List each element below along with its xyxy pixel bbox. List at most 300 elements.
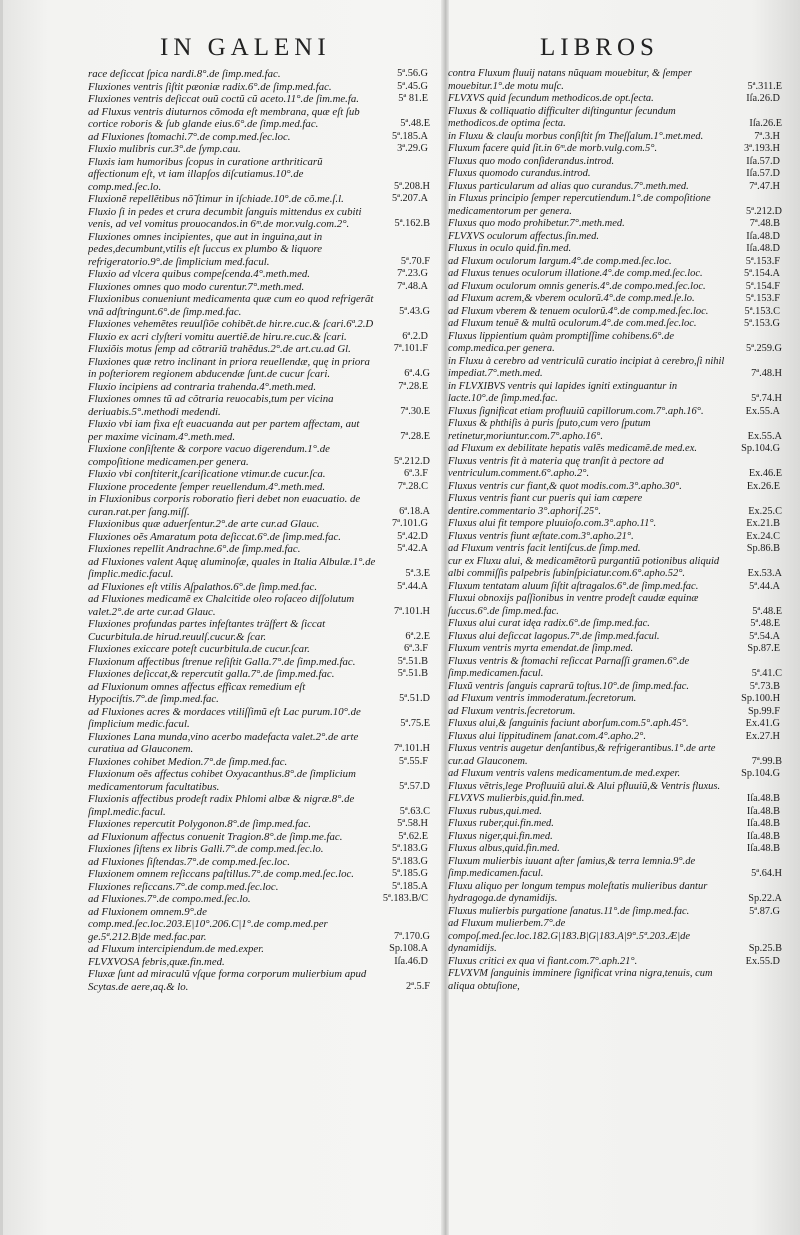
index-entry-text: in Fluxu à cerebro ad ventriculũ curatio incipiat à cerebro,ſi nihil impediat.7°.meth.med. xyxy=(448,355,725,379)
index-entry-text: Fluxum mulierbis iuuant aſter ſamius,& terra lemnia.9°.de ſimp.medicamen.facul. xyxy=(448,855,696,879)
index-entry-reference: Ex.53.A xyxy=(747,568,782,579)
index-entry xyxy=(88,106,430,131)
index-entry-text: Fluxus alui curat idęa radix.6°.de ſimp.med.fac. xyxy=(448,618,650,629)
index-entry xyxy=(88,593,430,618)
index-entry xyxy=(88,418,430,443)
index-entry xyxy=(88,143,430,156)
index-entry-text: Fluxionum oẽs affectus cohibet Oxyacanthus.8°.de ſimplicium medicamentorum facultatibus. xyxy=(88,768,356,793)
index-entry-reference: 7ª.48.H xyxy=(751,368,782,379)
index-entry-text: ad Fluxiones medicamẽ ex Chalcitide oleo roſaceo diſſolutum valet.2°.de arte cur.ad Glauc. xyxy=(88,593,355,618)
index-entry xyxy=(448,406,782,419)
index-entry-text: Fluxio incipiens ad contraria trahenda.4°.meth.med. xyxy=(88,380,317,393)
index-entry xyxy=(88,481,430,494)
index-entry-reference: 5ª.70.F xyxy=(400,255,430,267)
index-entry-reference: Iſa.48.D xyxy=(746,243,780,254)
index-entry-reference: 5ª.3.E xyxy=(405,568,430,579)
index-entry xyxy=(448,518,782,531)
index-entry-text: Fluxæ ſunt ad miraculũ vſque forma corporum mulierbium apud Scytas.de aere,aq.& lo. xyxy=(88,968,367,993)
index-entry xyxy=(448,481,782,494)
index-entry-reference: Sp.104.G xyxy=(741,768,780,779)
running-header-right: LIBROS xyxy=(540,34,659,61)
index-entry xyxy=(88,843,430,856)
index-entry xyxy=(448,531,782,544)
index-entry-reference: 7ª.28.E xyxy=(398,380,428,392)
index-entry xyxy=(88,893,430,906)
index-entry-reference: 5ª.154.A xyxy=(743,268,780,279)
index-entry xyxy=(88,856,430,869)
index-entry-reference: 7ª.99.B xyxy=(751,755,782,767)
index-entry-text: in FLVXIBVS ventris qui lapides igniti extinguantur in lacte.10°.de ſimp.med.fac. xyxy=(448,380,678,404)
index-entry xyxy=(448,331,782,356)
index-entry-text: Fluxionem omnem reſiccans paſtillus.7°.de comp.med.ſec.loc. xyxy=(88,868,354,880)
index-entry xyxy=(88,731,430,756)
index-entry-text: Fluxiones repellit Andrachne.6°.de ſimp.med.fac. xyxy=(88,543,301,555)
index-entry-text: Fluxum facere quid ſit.in 6ᵐ.de morb.vulg.com.5°. xyxy=(448,143,658,154)
index-entry-text: Fluxus ventris fiant cur pueris qui iam cœpere dentire.commentario 3°.aphoriſ.25°. xyxy=(448,493,643,517)
index-entry-text: Fluxus ſignificat etiam profluuiũ capillorum.com.7°.aph.16°. xyxy=(448,405,704,417)
index-entry-text: Fluxu aliquo per longum tempus moleſtatis mulieribus dantur hydragoga.de dynamidijs. xyxy=(448,880,708,904)
index-entry xyxy=(448,918,782,956)
index-entry-text: Fluxiones reſiccans.7°.de comp.med.ſec.loc. xyxy=(88,880,279,893)
index-entry-text: Fluxus mulierbis purgatione ſanatus.11°.de ſimp.med.fac. xyxy=(448,905,690,917)
index-entry-text: ad Fluxum vberem & tenuem oculorũ.4°.de comp.med.ſec.loc. xyxy=(448,305,709,317)
index-entry-text: Fluxiones cohibet Medion.7°.de ſimp.med.fac. xyxy=(88,755,288,768)
index-column-right xyxy=(448,68,782,993)
index-entry-reference: 6ª.3.F xyxy=(403,643,428,654)
index-entry-reference: 5ª.153.G xyxy=(743,318,780,329)
index-entry-reference: 5ª.56.G xyxy=(397,68,428,79)
index-entry-reference: 5ª.63.C xyxy=(399,805,430,817)
index-entry-text: ad Fluxiones ſiſtendas.7°.de comp.med.ſec.loc. xyxy=(88,855,290,868)
index-entry-text: Fluxus ventris fiunt æſtate.com.3°.apho.21°. xyxy=(448,530,634,542)
index-entry-reference: Iſa.48.D xyxy=(746,230,780,242)
index-entry-text: Fluxiõis motus ſemp ad cõtrariũ trahẽdus.2°.de art.cu.ad Gl. xyxy=(88,343,351,355)
index-entry-text: Fluxiones quæ retro inclinant in priora reuellendæ, quę in priora in poſteriorem regionem abducendæ ſunt.de cucur ſcari. xyxy=(88,355,370,380)
index-entry-reference: 5ª.64.H xyxy=(751,868,782,879)
index-entry-reference: 5ª.55.F xyxy=(398,755,428,767)
index-entry xyxy=(88,556,430,581)
index-entry xyxy=(88,193,430,206)
index-entry xyxy=(88,81,430,94)
index-entry-text: Fluxionẽ repellẽtibus nõ̃ ſtimur in iſchiade.10°.de cõ.me.ſ.l. xyxy=(88,193,344,205)
index-entry-reference: 5ª.74.H xyxy=(751,393,782,404)
index-entry-reference: 7ª.23.G xyxy=(397,268,428,279)
index-entry xyxy=(88,656,430,669)
index-entry-reference: Ex.41.G xyxy=(745,718,780,729)
index-entry-reference xyxy=(424,318,428,331)
index-entry-reference: 5ª.51.B xyxy=(397,668,428,679)
index-entry xyxy=(448,231,782,244)
index-entry-text: Fluxus alui deſiccat lagopus.7°.de ſimp.med.facul. xyxy=(448,630,660,642)
index-entry-reference: Iſa.48.B xyxy=(746,805,780,817)
index-entry-reference: Ex.21.B xyxy=(746,518,780,529)
index-entry xyxy=(88,881,430,894)
index-entry-reference: Ex.25.C xyxy=(748,505,782,517)
index-entry-text: Fluxiones exiccare poteſt cucurbitula.de cucur.ſcar. xyxy=(88,643,310,655)
index-entry-reference: Ex.24.C xyxy=(746,530,780,542)
index-entry-reference: 5ª.51.D xyxy=(399,693,430,704)
index-entry-reference: 5ª.208.H xyxy=(393,180,430,192)
index-entry xyxy=(448,193,782,218)
index-entry xyxy=(88,281,430,294)
index-entry-reference: 7ª.101.F xyxy=(393,343,428,354)
index-entry-text: Fluxiones omnes incipientes, que aut in inguina,aut in pedes,decumbunt,vtilis eſt ſuccus ex plumbo & liquore refrigeratorio.9°.de ſimplicium med.facul. xyxy=(88,230,323,268)
index-entry-reference: Sp.104.G xyxy=(741,443,780,454)
index-entry-text: ad Fluxum oculorum largum.4°.de comp.med.ſec.loc. xyxy=(448,255,672,267)
index-entry-text: Fluxiones oẽs Amaratum pota deſiccat.6°.de ſimp.med.fac. xyxy=(88,530,341,543)
index-entry xyxy=(88,231,430,269)
index-entry-text: Fluxus & phthiſis à puris ſputo,cum vero ſputum retinetur,moriuntur.com.7°.apho.16°. xyxy=(448,418,651,442)
index-entry xyxy=(448,418,782,443)
index-entry xyxy=(448,968,782,993)
index-entry-reference: 5ª.162.B xyxy=(394,218,430,229)
index-entry-text: in Fluxus principio ſemper repercutiendum.1°.de compoſitione medicamentorum per genera. xyxy=(448,193,711,217)
index-entry-text: Fluxis iam humoribus ſcopus in curatione arthriticarũ affectionum eſt, vt iam illapſos diſcutiamus.10°.de comp.med.ſec.lo. xyxy=(88,155,323,193)
index-entry xyxy=(88,443,430,468)
index-entry-reference: 6ª.2.D xyxy=(402,330,428,342)
index-entry-text: Fluxus vẽtris,lege Profluuiũ alui.& Alui pfluuiũ,& Ventris fluxus. xyxy=(448,780,721,792)
index-entry-reference: 5ª.48.E xyxy=(752,605,782,617)
index-entry-reference: Ex.55.D xyxy=(745,955,780,967)
index-entry-reference: Iſa.48.B xyxy=(746,843,780,854)
index-entry xyxy=(448,381,782,406)
index-entry-text: Fluxus & colliquatio difficulter diſtinguntur ſecundum methodicos.de optima ſecta. xyxy=(448,105,676,129)
index-entry-reference: Sp.22.A xyxy=(748,893,782,904)
index-entry-text: Fluxus ventris & ſtomachi reſiccat Parnaſſi gramen.6°.de ſimp.medicamen.facul. xyxy=(448,655,690,679)
index-entry-reference: 3ª.193.H xyxy=(743,143,780,154)
index-entry-text: Fluxus ventris augetur denſantibus,& refrigerantibus.1°.de arte cur.ad Glauconem. xyxy=(448,743,716,767)
index-entry xyxy=(88,131,430,144)
index-entry-reference: 7ª.101.G xyxy=(391,518,428,529)
index-entry xyxy=(88,518,430,531)
index-entry-text: Fluxus alui lippitudinem ſanat.com.4°.apho.2°. xyxy=(448,730,646,742)
index-entry xyxy=(448,543,782,556)
index-entry-text: Fluxus lippientium quàm promptiſſime cohibens.6°.de comp.medica.per genera. xyxy=(448,330,675,354)
index-entry-text: Fluxione procedente ſemper reuellendum.4°.meth.med. xyxy=(88,480,326,493)
index-entry-reference: 6ª.4.G xyxy=(404,368,430,379)
index-entry-text: Fluxus critici ex qua vi fiant.com.7°.aph.21°. xyxy=(448,955,638,967)
index-entry-reference: 5ª.311.E xyxy=(747,80,782,92)
index-entry-reference: 5ª.62.E xyxy=(398,830,428,842)
index-entry-text: ad Fluxum ventris.ſecretorum. xyxy=(448,705,576,717)
index-entry xyxy=(88,706,430,731)
index-entry-text: in Fluxu & clauſu morbus conſiſtit ſm Theſſalum.1°.met.med. xyxy=(448,130,704,142)
index-entry-reference: 7ª.48.A xyxy=(397,280,428,292)
index-entry-text: ad Fluxionum affectus conuenit Tragion.8°.de ſimp.me.fac. xyxy=(88,830,343,843)
index-entry-reference: 5ª.154.F xyxy=(745,280,780,292)
index-entry-reference: Iſa.48.B xyxy=(746,830,780,842)
index-entry xyxy=(448,456,782,481)
index-entry xyxy=(88,668,430,681)
index-entry-text: ad Fluxum acrem,& vberem oculorũ.4°.de comp.med.ſe.lo. xyxy=(448,293,695,304)
index-entry xyxy=(448,356,782,381)
index-entry-reference: Ex.27.H xyxy=(745,730,780,742)
index-entry xyxy=(88,681,430,706)
index-entry-reference: 5ª.44.A xyxy=(397,580,428,592)
index-entry-reference: 5ª.183.G xyxy=(391,843,428,854)
index-entry xyxy=(448,268,782,281)
page-edge-left xyxy=(0,0,3,1235)
index-entry-reference: Sp.99.F xyxy=(747,705,780,717)
index-entry xyxy=(88,381,430,394)
index-entry-text: Fluxũ ventris ſanguis caprarũ toſtus.10°.de ſimp.med.fac. xyxy=(448,680,690,692)
index-entry xyxy=(88,831,430,844)
index-entry-text: Fluxionibus conueniunt medicamenta quæ cum eo quod refrigerãt vnã adſtringunt.6°.de ſimp.med.fac. xyxy=(88,293,374,318)
index-entry-text: Fluxiones vehemẽtes reuulſiõe cohibẽt.de hir.re.cuc.& ſcari.6ª.2.D xyxy=(88,318,374,330)
index-entry-reference: 7ª.28.E xyxy=(400,430,430,442)
index-entry-reference: Iſa.57.D xyxy=(746,155,780,167)
index-entry-text: Fluxio vbi conſtiterit,ſcariſicatione vtimur.de cucur.ſca. xyxy=(88,468,326,480)
index-entry xyxy=(88,293,430,318)
index-entry-reference: 5ª.44.A xyxy=(749,580,780,592)
index-entry xyxy=(448,818,782,831)
index-entry-reference: Iſa.48.B xyxy=(746,793,780,804)
index-entry-text: FLVXVS oculorum affectus.ſin.med. xyxy=(448,230,599,242)
index-entry xyxy=(448,593,782,618)
index-entry-reference: 5ª.41.C xyxy=(751,668,782,679)
index-entry xyxy=(448,256,782,269)
index-entry xyxy=(448,843,782,856)
index-entry-reference: 5ª.153.F xyxy=(745,293,780,304)
index-entry xyxy=(448,581,782,594)
index-entry-text: FLVXVOSA febris,quæ.fin.med. xyxy=(88,955,225,968)
index-entry-reference: Sp.87.E xyxy=(747,643,780,654)
index-entry-reference: Iſa.46.D xyxy=(394,955,428,967)
index-entry-reference: Sp.25.B xyxy=(748,943,782,954)
index-entry-reference: 5ª.58.H xyxy=(397,818,428,829)
index-entry-text: Fluxus ruber,qui.fin.med. xyxy=(448,818,554,829)
index-entry-text: Fluxionis affectibus prodeſt radix Phlomi albæ & nigræ.8°.de ſimpl.medic.facul. xyxy=(88,793,355,818)
index-entry xyxy=(448,793,782,806)
index-entry-text: Fluxus alui fit tempore pluuioſo.com.3°.apho.11°. xyxy=(448,518,657,529)
index-entry xyxy=(88,643,430,656)
index-entry-reference: 5ª.73.B xyxy=(749,680,780,692)
index-entry-text: Fluxus niger,qui.fin.med. xyxy=(448,830,553,842)
index-entry xyxy=(88,356,430,381)
index-entry-text: Fluxus in oculo quid.fin.med. xyxy=(448,243,572,254)
index-entry xyxy=(448,243,782,256)
index-entry-reference: 5ª.212.D xyxy=(745,205,782,217)
index-entry-text: Fluxione conſiſtente & corpore vacuo digerendum.1°.de compoſitione medicamen.per genera. xyxy=(88,443,330,468)
index-entry-reference: 5ª.57.D xyxy=(399,780,430,792)
index-entry xyxy=(448,131,782,144)
index-entry xyxy=(88,906,430,944)
index-entry xyxy=(88,868,430,881)
index-entry xyxy=(88,318,430,331)
index-entry-text: Fluxus particularum ad alias quo curandus.7°.meth.med. xyxy=(448,180,689,192)
index-entry xyxy=(88,793,430,818)
index-entry-text: ad Fluxum tenuẽ & multũ oculorum.4°.de com.med.ſec.loc. xyxy=(448,318,697,329)
index-entry xyxy=(88,156,430,194)
index-entry-text: Fluxus alui,& ſanguinis faciunt aborſum.com.5°.aph.45°. xyxy=(448,718,689,729)
index-entry xyxy=(448,156,782,169)
index-entry-text: ad Fluxum mulierbem.7°.de compoſ.med.ſec.loc.182.G|183.B|G|183.A|9°.5ª.203.Æ|de dynamidijs. xyxy=(448,918,690,954)
index-entry xyxy=(448,318,782,331)
running-header-left: IN GALENI xyxy=(160,34,331,61)
index-entry-text: Fluxiones repercutit Polygonon.8°.de ſimp.med.fac. xyxy=(88,818,312,830)
index-entry-reference: 5ª.48.E xyxy=(750,618,780,629)
index-entry xyxy=(448,956,782,969)
index-entry-text: FLVXVM ſanguinis imminere ſignificat vrina nigra,tenuis, cum aliqua obtuſione, xyxy=(448,968,713,992)
index-entry-text: Fluxus ventris fit à materia quę tranſit à pectore ad ventriculum.comment.6°.apho.2°. xyxy=(448,455,664,479)
index-entry xyxy=(448,643,782,656)
index-entry-reference: 7ª.101.H xyxy=(393,743,430,754)
index-entry xyxy=(448,731,782,744)
index-entry-text: Fluxus albus,quid.fin.med. xyxy=(448,843,560,854)
index-entry-text: Fluxum tentatam aluum ſiſtit aſtragalos.6°.de ſimp.med.fac. xyxy=(448,580,699,592)
index-entry-text: Fluxui obnoxijs paſſionibus in ventre prodeſt caudæ equinæ ſuccus.6°.de ſimp.med.fac. xyxy=(448,593,699,617)
index-entry xyxy=(88,468,430,481)
index-entry xyxy=(448,93,782,106)
index-entry-reference: 5ª.153.F xyxy=(745,255,780,267)
index-entry-reference: 5ª.259.G xyxy=(745,343,782,354)
index-column-left xyxy=(88,68,430,993)
index-entry xyxy=(448,556,782,581)
index-entry xyxy=(88,768,430,793)
index-entry xyxy=(88,393,430,418)
index-entry xyxy=(88,331,430,344)
index-entry-reference: 5ª.51.B xyxy=(397,655,428,667)
index-entry-reference: 5ª.45.G xyxy=(397,80,428,92)
index-entry-reference: 6ª.2.E xyxy=(405,630,430,642)
index-entry-reference: 5ª.75.E xyxy=(400,718,430,729)
index-entry-text: ad Fluxionem omnem.9°.de comp.med.ſec.loc.203.E|10°.206.C|1°.de comp.med.per ge.5ª.212.B|de med.fac.par. xyxy=(88,905,328,943)
index-entry-reference: 5ª.207.A xyxy=(391,193,428,204)
index-entry xyxy=(448,881,782,906)
index-entry xyxy=(448,718,782,731)
index-entry-text: ad Fluxionum omnes affectus efficax remedium eſt Hypociſtis.7°.de ſimp.med.fac. xyxy=(88,680,306,705)
index-entry xyxy=(448,68,782,93)
index-entry-text: ad Fluxum intercipiendum.de med.exper. xyxy=(88,943,264,955)
index-entry xyxy=(448,856,782,881)
index-entry-reference: Sp.86.B xyxy=(746,543,780,554)
index-entry-reference: 7ª.28.C xyxy=(397,480,428,492)
index-entry xyxy=(448,306,782,319)
index-entry xyxy=(448,906,782,919)
index-entry-reference: 7ª.47.H xyxy=(749,180,780,192)
index-entry-text: Fluxus quo modo conſiderandus.introd. xyxy=(448,155,615,167)
index-entry xyxy=(448,693,782,706)
index-entry-reference xyxy=(776,781,780,794)
index-entry-text: ad Fluxus ventris diuturnos cõmoda eſt membrana, quæ eſt ſub cortice roboris & ſub glande eius.6°.de ſimp.med.fac. xyxy=(88,105,360,130)
index-entry-text: Fluxiones ſiſtens ex libris Galli.7°.de comp.med.ſec.lo. xyxy=(88,843,324,855)
index-entry xyxy=(448,706,782,719)
index-entry-reference: 5ª 81.E xyxy=(398,93,428,104)
index-entry xyxy=(88,943,430,956)
index-entry-text: Fluxiones ventris ſiſtit pæoniæ radix.6°.de ſimp.med.fac. xyxy=(88,80,332,93)
index-entry xyxy=(448,143,782,156)
index-entry xyxy=(448,656,782,681)
index-entry-reference: 5ª.48.E xyxy=(400,118,430,129)
index-entry xyxy=(448,218,782,231)
index-entry-text: ad Fluxiones.7°.de compo.med.ſec.lo. xyxy=(88,893,251,905)
index-entry-text: ad Fluxum ventris facit lentiſcus.de ſimp.med. xyxy=(448,543,641,554)
index-entry-text: cur ex Fluxu alui, & medicamẽtorũ purgantiũ potionibus aliquid albi commiſſis palpebris ſubinſpiciatur.com.6°.apho.52°. xyxy=(448,555,720,579)
index-entry-reference: 5ª.185.A xyxy=(391,880,428,892)
index-entry xyxy=(88,956,430,969)
index-entry-text: ad Fluxum ventris valens medicamentum.de med.exper. xyxy=(448,768,681,779)
index-entry-reference: 5ª.42.A xyxy=(397,543,428,554)
index-entry xyxy=(448,831,782,844)
index-entry-text: race deſiccat ſpica nardi.8°.de ſimp.med.fac. xyxy=(88,68,281,80)
index-entry-reference: 7ª.48.B xyxy=(749,218,780,229)
index-entry xyxy=(88,68,430,81)
index-entry-reference: 5ª.185.A xyxy=(391,130,428,142)
index-entry-reference: Iſa.26.D xyxy=(746,93,780,104)
index-entry xyxy=(448,293,782,306)
index-entry-reference: 6ª.3.F xyxy=(403,468,428,479)
index-entry-text: Fluxus rubus,qui.med. xyxy=(448,805,542,817)
index-entry xyxy=(448,168,782,181)
index-entry xyxy=(88,968,430,993)
index-entry-text: ad Fluxum ventris immoderatum.ſecretorum. xyxy=(448,693,637,704)
index-entry-reference: 6ª.18.A xyxy=(399,505,430,517)
index-entry-reference: 3ª.29.G xyxy=(397,143,428,154)
index-entry xyxy=(448,281,782,294)
index-entry-text: Fluxus quomodo curandus.introd. xyxy=(448,168,591,179)
index-entry xyxy=(88,493,430,518)
index-entry-text: ad Fluxiones eſt vtilis Aſpalathos.6°.de ſimp.med.fac. xyxy=(88,580,318,593)
index-entry xyxy=(88,206,430,231)
index-entry-reference: 5ª.42.D xyxy=(397,530,428,542)
index-entry-text: FLVXVS mulierbis,quid.fin.med. xyxy=(448,793,585,804)
index-entry-text: Fluxiones omnes quo modo curentur.7°.meth.med. xyxy=(88,280,305,293)
index-entry-text: Fluxio vbi iam fixa eſt euacuanda aut per partem affectam, aut per maxime vicinam.4°.meth.med. xyxy=(88,418,360,443)
index-entry-text: ad Fluxum ex debilitate hepatis valẽs medicamẽ.de med.ex. xyxy=(448,443,697,454)
index-entry xyxy=(448,631,782,644)
index-entry-text: ad Fluxiones valent Aquę aluminoſæ, quales in Italia Albulæ.1°.de ſimplic.medic.facul. xyxy=(88,555,376,580)
index-entry-text: Fluxionum affectibus ſtrenue reſiſtit Galla.7°.de ſimp.med.fac. xyxy=(88,655,356,668)
index-entry-text: Fluxiones profundas partes infeſtantes träſfert & ſiccat Cucurbitula.de hirud.reuulſ.cucur.& ſcar. xyxy=(88,618,326,643)
index-entry-reference: Ex.46.E xyxy=(748,468,782,479)
index-entry-text: Fluxio mulibris cur.3°.de ſymp.cau. xyxy=(88,143,241,155)
index-entry-text: Fluxionibus quæ aduerſentur.2°.de arte cur.ad Glauc. xyxy=(88,518,320,530)
index-entry-text: Fluxio ſi in pedes et crura decumbit ſanguis mittendus ex cubiti venis, ad vel vomitus prouocandos.in 6ᵐ.de mor.vulg.com.2°. xyxy=(88,205,362,230)
index-entry xyxy=(88,756,430,769)
index-entry xyxy=(88,618,430,643)
index-entry-reference: 7ª.101.H xyxy=(393,605,430,617)
index-entry-text: Fluxiones deſiccat,& repercutit galla.7°.de ſimp.med.fac. xyxy=(88,668,335,680)
index-entry-reference: 5ª.183.B/C xyxy=(382,893,428,904)
index-entry-text: FLVXVS quid ſecundum methodicos.de opt.ſecta. xyxy=(448,93,654,104)
index-entry xyxy=(448,681,782,694)
index-entry-text: ad Fluxiones ſtomachi.7°.de comp.med.ſec.loc. xyxy=(88,130,291,143)
index-entry xyxy=(88,818,430,831)
index-entry xyxy=(448,618,782,631)
index-entry xyxy=(448,443,782,456)
index-entry xyxy=(448,743,782,768)
index-entry xyxy=(88,581,430,594)
index-entry xyxy=(88,343,430,356)
index-entry xyxy=(88,268,430,281)
index-entry xyxy=(88,531,430,544)
index-entry-reference: Iſa.57.D xyxy=(746,168,780,179)
index-entry-text: Fluxus ventris cur fiant,& quot modis.com.3°.apho.30°. xyxy=(448,480,682,492)
index-entry-text: Fluxum ventris myrta emendat.de ſimp.med. xyxy=(448,643,634,654)
index-entry xyxy=(448,106,782,131)
index-entry-reference: 5ª.212.D xyxy=(393,455,430,467)
index-entry-text: ad Fluxum oculorum omnis generis.4°.de compo.med.ſec.loc. xyxy=(448,280,706,292)
index-entry-reference: Iſa.26.E xyxy=(749,118,782,129)
index-entry-text: ad Fluxus tenues oculorum illatione.4°.de comp.med.ſec.loc. xyxy=(448,268,703,279)
index-entry-text: ad Fluxiones acres & mordaces vtiliſſimũ eſt Lac purum.10°.de ſimplicium medic.facul. xyxy=(88,705,361,730)
index-entry-reference: 5ª.153.C xyxy=(744,305,780,317)
index-entry-reference: 5ª.185.G xyxy=(391,868,428,879)
index-entry-reference: 7ª.3.H xyxy=(754,130,780,142)
index-entry-reference: 5ª.87.G xyxy=(749,905,780,917)
index-entry-reference: 5ª.43.G xyxy=(399,305,430,317)
index-entry-reference: Iſa.48.B xyxy=(746,818,780,829)
